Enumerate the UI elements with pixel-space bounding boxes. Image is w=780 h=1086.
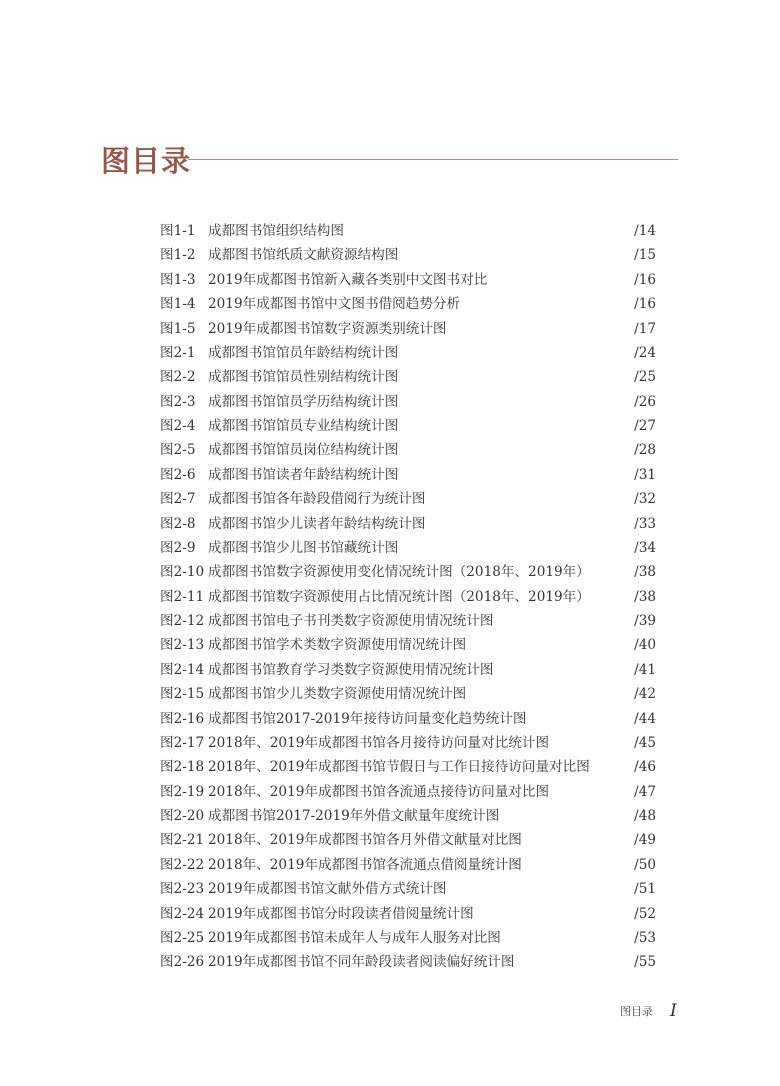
toc-entry[interactable] [160,658,656,682]
toc-page-number: /55 [634,954,656,971]
toc-figure-caption: 2019年成都图书馆新入藏各类别中文图书对比 [208,271,488,288]
page-number: I [670,1001,677,1021]
toc-entry[interactable] [160,341,656,365]
toc-entry[interactable] [160,365,656,389]
toc-page-number: /51 [634,881,656,898]
toc-figure-number: 图2-7 [160,491,196,508]
toc-entry[interactable] [160,560,656,584]
toc-figure-caption: 2019年成都图书馆不同年龄段读者阅读偏好统计图 [208,954,515,971]
toc-figure-number: 图2-16 [160,710,205,727]
toc-entry[interactable] [160,268,656,292]
toc-figure-number: 图2-2 [160,369,196,386]
toc-figure-number: 图2-13 [160,637,205,654]
toc-figure-caption: 成都图书馆2017-2019年外借文献量年度统计图 [208,808,500,824]
toc-figure-number: 图2-5 [160,442,196,459]
toc-page-number: /16 [634,296,656,313]
toc-entry[interactable] [160,780,656,804]
toc-figure-caption: 2018年、2019年成都图书馆各流通点接待访问量对比图 [208,783,550,800]
toc-entry[interactable] [160,219,656,243]
toc-entry[interactable] [160,707,656,731]
toc-figure-caption: 成都图书馆电子书刊类数字资源使用情况统计图 [208,613,494,629]
toc-entry[interactable] [160,731,656,755]
toc-figure-caption: 成都图书馆少儿读者年龄结构统计图 [208,515,426,532]
toc-page-number: /17 [634,320,656,337]
toc-entry[interactable] [160,438,656,462]
toc-page-number: /53 [634,929,656,946]
toc-figure-number: 图2-17 [160,734,205,751]
toc-page-number: /26 [634,393,656,410]
toc-page-number: /33 [634,515,656,532]
toc-page-number: /38 [634,588,656,605]
toc-page-number: /50 [634,856,656,873]
toc-entry[interactable] [160,463,656,487]
toc-figure-number: 图1-4 [160,296,196,313]
toc-figure-number: 图2-18 [160,759,205,776]
toc-entry[interactable] [160,633,656,657]
toc-entry[interactable] [160,804,656,828]
toc-figure-caption: 2019年成都图书馆未成年人与成年人服务对比图 [208,929,501,946]
toc-figure-caption: 2019年成都图书馆数字资源类别统计图 [208,320,447,337]
toc-figure-number: 图1-3 [160,271,196,288]
toc-page-number: /41 [634,661,656,678]
toc-figure-number: 图2-22 [160,856,205,873]
toc-figure-number: 图2-15 [160,686,205,703]
toc-page-number: /47 [634,783,656,800]
toc-figure-number: 图2-23 [160,881,205,898]
toc-figure-caption: 2018年、2019年成都图书馆各流通点借阅量统计图 [208,856,522,873]
toc-figure-number: 图2-8 [160,515,196,532]
toc-figure-number: 图1-5 [160,320,196,337]
footer-section-label: 图目录 [620,1005,653,1018]
page-title: 图目录 [101,144,192,178]
toc-page-number: /14 [634,223,656,239]
toc-figure-caption: 成都图书馆馆员年龄结构统计图 [208,344,399,361]
toc-figure-number: 图2-20 [160,808,205,824]
toc-figure-number: 图2-9 [160,539,196,556]
toc-entry[interactable] [160,877,656,901]
toc-page-number: /25 [634,369,656,386]
toc-page-number: /31 [634,466,656,483]
toc-page-number: /49 [634,832,656,849]
toc-page-number: /28 [634,442,656,459]
toc-entry[interactable] [160,536,656,560]
toc-figure-number: 图1-1 [160,223,196,239]
toc-figure-caption: 成都图书馆学术类数字资源使用情况统计图 [208,637,467,654]
toc-figure-number: 图2-1 [160,344,196,361]
toc-figure-caption: 成都图书馆少儿类数字资源使用情况统计图 [208,686,467,703]
toc-entry[interactable] [160,755,656,779]
toc-figure-caption: 成都图书馆少儿图书馆藏统计图 [208,539,399,556]
toc-page-number: /38 [634,564,656,581]
toc-entry[interactable] [160,682,656,706]
toc-figure-caption: 2018年、2019年成都图书馆各月外借文献量对比图 [208,832,522,849]
toc-figure-caption: 成都图书馆馆员专业结构统计图 [208,418,399,434]
toc-figure-number: 图2-12 [160,613,205,629]
toc-entry[interactable] [160,609,656,633]
toc-figure-caption: 成都图书馆教育学习类数字资源使用情况统计图 [208,661,494,678]
toc-figure-caption: 成都图书馆馆员性别结构统计图 [208,369,399,386]
toc-page-number: /15 [634,247,656,264]
toc-figure-number: 图2-4 [160,418,196,434]
toc-entry[interactable] [160,950,656,974]
toc-entry[interactable] [160,512,656,536]
toc-page-number: /45 [634,734,656,751]
toc-entry[interactable] [160,487,656,511]
toc-page-number: /44 [634,710,656,727]
toc-figure-caption: 2018年、2019年成都图书馆节假日与工作日接待访问量对比图 [208,759,590,776]
toc-figure-number: 图2-3 [160,393,196,410]
toc-entry[interactable] [160,828,656,852]
toc-entry[interactable] [160,414,656,438]
toc-figure-number: 图2-21 [160,832,205,849]
toc-entry[interactable] [160,243,656,267]
toc-figure-number: 图2-10 [160,564,205,581]
toc-page-number: /34 [634,539,656,556]
toc-figure-caption: 2019年成都图书馆文献外借方式统计图 [208,881,447,898]
toc-figure-caption: 成都图书馆馆员岗位结构统计图 [208,442,399,459]
toc-entry[interactable] [160,292,656,316]
title-divider-line [188,159,678,160]
toc-figure-number: 图2-14 [160,661,205,678]
toc-figure-caption: 成都图书馆组织结构图 [208,223,344,239]
toc-entry[interactable] [160,926,656,950]
toc-figure-number: 图2-25 [160,929,205,946]
toc-figure-caption: 成都图书馆纸质文献资源结构图 [208,247,399,264]
toc-page-number: /46 [634,759,656,776]
toc-figure-caption: 成都图书馆数字资源使用占比情况统计图（2018年、2019年） [208,588,590,605]
toc-page-number: /40 [634,637,656,654]
toc-entry[interactable] [160,585,656,609]
toc-figure-caption: 成都图书馆数字资源使用变化情况统计图（2018年、2019年） [208,564,590,581]
toc-entry[interactable] [160,390,656,414]
toc-entry[interactable] [160,902,656,926]
toc-page-number: /39 [634,613,656,629]
toc-figure-caption: 2019年成都图书馆分时段读者借阅量统计图 [208,905,474,922]
toc-entry[interactable] [160,853,656,877]
toc-figure-number: 图2-24 [160,905,205,922]
toc-figure-number: 图1-2 [160,247,196,264]
toc-page-number: /42 [634,686,656,703]
toc-figure-number: 图2-19 [160,783,205,800]
toc-page-number: /52 [634,905,656,922]
toc-figure-number: 图2-26 [160,954,205,971]
toc-figure-caption: 2018年、2019年成都图书馆各月接待访问量对比统计图 [208,734,550,751]
toc-figure-caption: 成都图书馆各年龄段借阅行为统计图 [208,491,426,508]
toc-entry[interactable] [160,317,656,341]
toc-page-number: /16 [634,271,656,288]
toc-figure-number: 图2-11 [160,588,205,605]
toc-figure-caption: 成都图书馆读者年龄结构统计图 [208,466,399,483]
toc-page-number: /32 [634,491,656,508]
toc-figure-number: 图2-6 [160,466,196,483]
figure-toc-list [160,219,656,975]
toc-figure-caption: 成都图书馆2017-2019年接待访问量变化趋势统计图 [208,710,527,727]
toc-page-number: /24 [634,344,656,361]
toc-figure-caption: 成都图书馆馆员学历结构统计图 [208,393,399,410]
toc-page-number: /48 [634,808,656,824]
toc-page-number: /27 [634,418,656,434]
toc-figure-caption: 2019年成都图书馆中文图书借阅趋势分析 [208,296,461,313]
